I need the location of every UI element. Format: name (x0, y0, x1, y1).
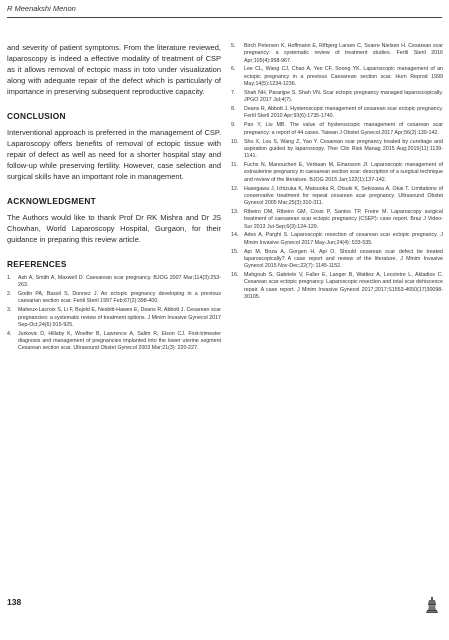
reference-item (231, 249, 443, 271)
acknowledgment-text: The Authors would like to thank Prof Dr RK Mishra and Dr JS Chowhan, World Laparoscopy Hospital, Gurgaon, for their guidance in preparing this review article. (7, 213, 221, 244)
reference-number: 14. (231, 232, 239, 239)
reference-text: Shu X, Lou S, Wang Z, Yao Y. Cesarean scar pregnancy treated by curettage and aspiration guided by laparoscopy. Ther Clin Risk Manag 2015 Aug;2015(11):1139-1141. (244, 138, 443, 160)
reference-text: Api M, Boza A, Gorgen H, Api O. Should cesarean scar defect be treated laparoscopically? A case report and review of the literature. J Minim Invasive Gynecol 2015 Nov-Dec;22(7): 1145-1152. (244, 248, 443, 270)
reference-text: Jurkovic D, Hillaby K, Woelfer B, Lawrence A, Salim R, Elson CJ. First-trimester diagnosis and management of pregnancies implanted into the lower uterine segment Cesarean section scar. Ultrasound Obstet Gynecol 2003 Mar;21(3): 220-227. (18, 330, 221, 352)
reference-item (231, 272, 443, 301)
reference-item (7, 331, 221, 353)
reference-text: Godin PA, Bassil S, Donnez J. An ectopic pregnancy developing in a previous caesarian section scar. Fertil Steril 1997 Feb;67(2):398-400. (18, 291, 221, 305)
reference-text: Ash A, Smith A, Maxwell D. Caesarean scar pregnancy. BJOG 2007 Mar;114(3):253-263. (18, 275, 221, 289)
reference-item (231, 43, 443, 65)
references-heading: REFERENCES (7, 259, 67, 269)
acknowledgment-heading: ACKNOWLEDGMENT (7, 196, 97, 206)
reference-number: 13. (231, 208, 239, 215)
reference-item (231, 162, 443, 184)
reference-number: 4. (7, 330, 12, 337)
reference-text: Fuchs N, Manoucheri E, Verbaan M, Einarsson JI. Laparoscopic management of extrauterine pregnancy in caesarean section scar: description of a surgical technique and review of the literature. BJOG 2015 Jan;122(1):137-142. (244, 162, 443, 183)
reference-item (231, 232, 443, 247)
reference-number: 2. (7, 291, 12, 298)
reference-number: 12. (231, 185, 239, 192)
page-number: 138 (7, 597, 22, 607)
reference-text: Pan Y, Liu MB. The value of hysteroscopic management of cesarean scar pregnancy: a report of 44 cases. Taiwan J Obstet Gynecol 2017 Apr;56(2):139-142. (244, 122, 443, 136)
reference-item (7, 307, 221, 329)
header-rule (7, 17, 442, 18)
publisher-logo-icon (425, 596, 439, 614)
reference-number: 6. (231, 66, 236, 73)
reference-text: Mahgoub S, Gabriele V, Faller E, Langer B, Wattiez A, Lecointre L, Akladios C. Cesarean scar ectopic pregnancy. Laparoscopic resection and total scar dehiscence repair. A case report. J Minim Invasive Gynecol 2017;2017;S1553-4650(17)30098-30105. (244, 272, 443, 301)
reference-item (7, 275, 221, 290)
intro-paragraph: and severity of patient symptoms. From the literature reviewed, laparoscopy is indeed a effective modality of treatment of CSP as it allows removal of ectopic mass in toto under visualization along with adequate repair of the defect which is particularly of importance in preserving subsequent reproductive capacity. (7, 43, 221, 96)
reference-text: Birch Petersen K, Hoffmann E, Rifbjerg Larsen C, Svarre Nielsen H. Cesarean scar pregnancy: a systematic review of treatment studies. Fertil Steril 2016 Apr;105(4):958-967. (244, 43, 443, 64)
reference-number: 9. (231, 122, 236, 129)
reference-number: 3. (7, 307, 12, 314)
reference-text: Hasegawa J, Ichizuka K, Matsuoka R, Otsuki K, Sekizawa A, Okai T. Limitations of conservative treatment for repeat cesarean scar pregnancy. Ultrasound Obstet Gynecol 2005 Mar;25(3):310-311. (244, 185, 443, 207)
reference-text: Ribeiro DM, Ribeiro GM, Cossi P, Santos TP, Freire M. Laparoscopy surgical treatment of caesarean scar ectopic pregnancy (CSEP): case report. Braz J Video-Sur 2013 Jul-Sep;6(3):124-129. (244, 208, 443, 230)
reference-item (7, 291, 221, 306)
conclusion-heading: CONCLUSION (7, 111, 66, 121)
reference-number: 8. (231, 106, 236, 113)
reference-list-left (7, 275, 221, 353)
reference-item (231, 106, 443, 121)
reference-item (231, 66, 443, 88)
reference-number: 16. (231, 272, 239, 279)
reference-number: 7. (231, 89, 236, 96)
reference-text: Ades A, Parghi S. Laparoscopic resection of cesarean scar ectopic pregnancy. J Minim Invasive Gynecol 2017 May-Jun;24(4): 533-535. (244, 232, 443, 246)
right-column (231, 43, 443, 303)
reference-item (231, 139, 443, 161)
reference-item (231, 186, 443, 208)
reference-text: Deans R, Abbott J. Hysteroscopic management of cesarean scar ectopic pregnancy. Fertil Steril 2010 Apr;93(6):1735-1740. (244, 106, 443, 120)
reference-number: 15. (231, 248, 239, 255)
left-column (7, 42, 221, 354)
reference-item (231, 122, 443, 137)
reference-item (231, 209, 443, 231)
reference-text: Maheux-Lacroix S, Li F, Bujold E, Nesbitt-Hawes E, Deans R, Abbott J. Cesarean scar pregnancies: a systematic review of treatment options. J Minim Invasive Gynecol 2017 Sep-Oct;24(6):915-925. (18, 307, 221, 328)
reference-list-right (231, 43, 443, 301)
conclusion-text: Interventional approach is preferred in the management of CSP. Laparoscopy offers benefits of removal of ectopic tissue with repair of defect as well as need for a shorter hospital stay and follow-up while preserving fertility. However, case selection and surgical skills have an important role in management. (7, 128, 221, 181)
reference-text: Lee CL, Wang CJ, Chao A, Yen CF, Soong YK. Laparoscopic management of an ectopic pregnancy in a previous Caesarean section scar. Hum Reprod 1999 May;14(5):1234-1236. (244, 66, 443, 88)
running-head: R Meenakshi Menon (7, 4, 76, 13)
reference-number: 10. (231, 138, 239, 145)
reference-number: 1. (7, 275, 12, 281)
reference-number: 11. (231, 162, 238, 169)
reference-item (231, 90, 443, 105)
reference-number: 5. (231, 43, 236, 49)
reference-text: Shah NH, Paranjpe S, Shah VN. Scar ectopic pregnancy managed laparoscopically. JPGO 2017 Jul;4(7). (244, 89, 443, 104)
